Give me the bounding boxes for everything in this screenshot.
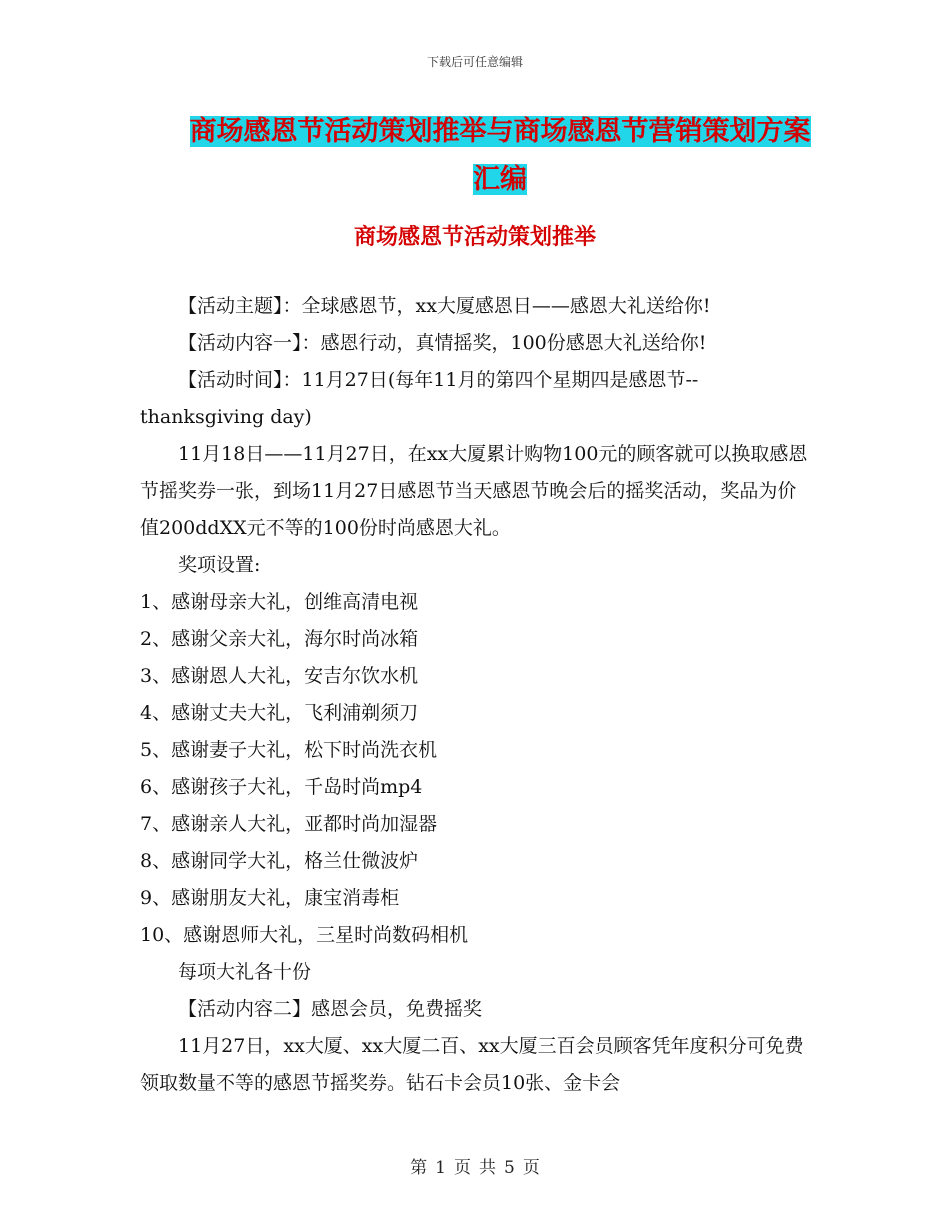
page-footer: [0, 1153, 950, 1178]
each-prize-note: 每项大礼各十份: [178, 961, 312, 983]
activity-content-2: 【活动内容二】感恩会员，免费摇奖: [178, 998, 483, 1020]
prize-item: 4、感谢丈夫大礼，飞利浦剃须刀: [140, 702, 419, 724]
prize-item: 9、感谢朋友大礼，康宝消毒柜: [140, 887, 400, 909]
activity-time: 【活动时间】：11月27日(每年11月的第四个星期四是感恩节--thanksgiving day): [140, 369, 699, 428]
document-title-line-1: 商场感恩节活动策划推举与商场感恩节营销策划方案: [189, 116, 811, 147]
prize-item: 6、感谢孩子大礼，千岛时尚mp4: [140, 776, 423, 798]
document-title: [150, 108, 850, 204]
activity-content-2-detail: 11月27日，xx大厦、xx大厦二百、xx大厦三百会员顾客凭年度积分可免费领取数量不等的感恩节摇奖券。钻石卡会员10张、金卡会: [140, 1035, 804, 1094]
prizes-heading: 奖项设置:: [178, 554, 261, 576]
prize-item: 3、感谢恩人大礼，安吉尔饮水机: [140, 665, 419, 687]
document-body: [140, 288, 812, 1102]
document-title-line-2: 汇编: [473, 164, 527, 195]
activity-content-1: 【活动内容一】：感恩行动，真情摇奖，100份感恩大礼送给你!: [178, 332, 707, 354]
total-label: 共: [479, 1158, 496, 1178]
page-unit: 页: [454, 1158, 471, 1178]
total-unit: 页: [522, 1158, 540, 1178]
activity-theme: 【活动主题】：全球感恩节，xx大厦感恩日——感恩大礼送给你!: [178, 295, 711, 317]
page-current: 1: [435, 1158, 446, 1178]
prize-item: 7、感谢亲人大礼，亚都时尚加湿器: [140, 813, 438, 835]
page-total: 5: [504, 1158, 515, 1178]
prize-item: 2、感谢父亲大礼，海尔时尚冰箱: [140, 628, 419, 650]
header-note: 下载后可任意编辑: [426, 55, 523, 69]
prize-item: 5、感谢妻子大礼，松下时尚洗衣机: [140, 739, 438, 761]
prize-item: 8、感谢同学大礼，格兰仕微波炉: [140, 850, 419, 872]
section-title: 商场感恩节活动策划推举: [353, 225, 596, 250]
prize-item: 10、感谢恩师大礼，三星时尚数码相机: [140, 924, 469, 946]
prize-item: 1、感谢母亲大礼，创维高清电视: [140, 591, 419, 613]
activity-detail: 11月18日——11月27日，在xx大厦累计购物100元的顾客就可以换取感恩节摇奖券一张，到场11月27日感恩节当天感恩节晚会后的摇奖活动，奖品为价值200ddXX元不等的100份时尚感恩大礼。: [140, 443, 808, 539]
page-label: 第: [410, 1158, 428, 1178]
